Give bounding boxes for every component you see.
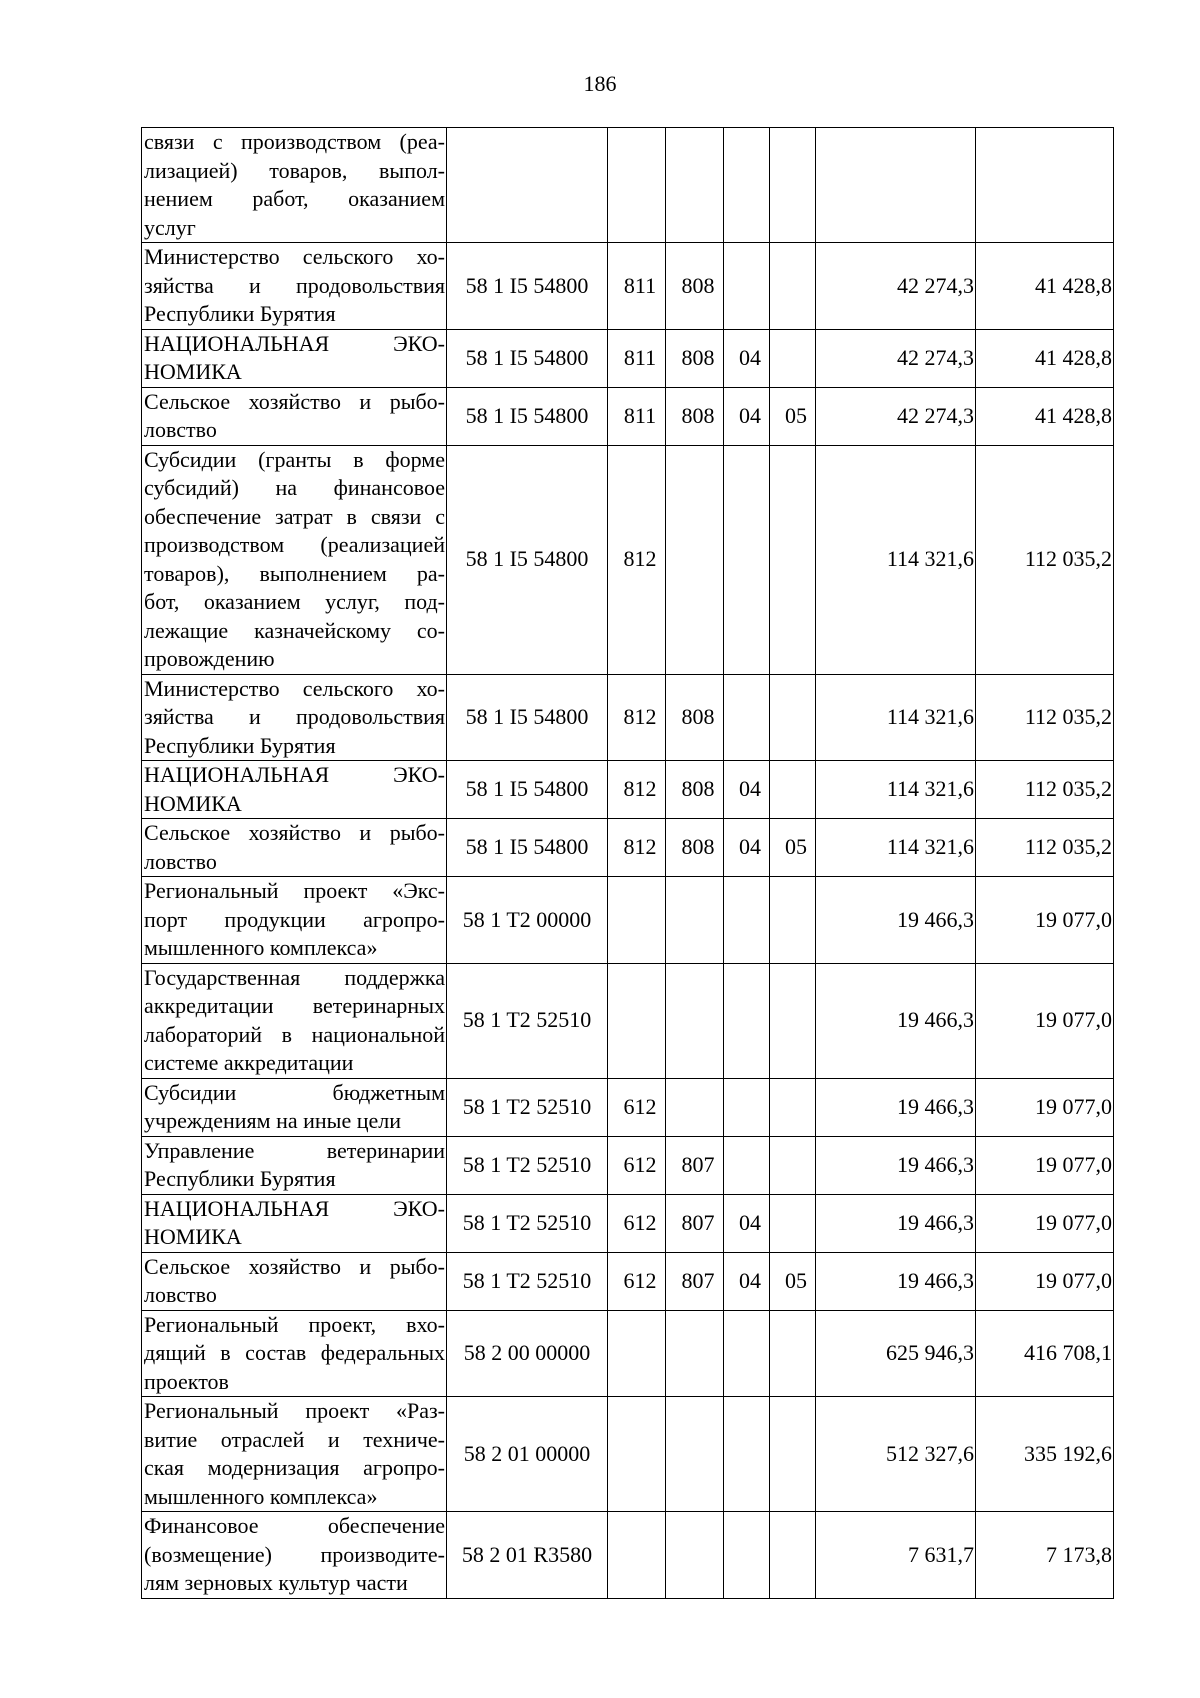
target-article-cell: 58 1 I5 54800 — [447, 445, 608, 674]
table-row — [142, 963, 1114, 1078]
item-name-line: Министерство сельского хо- — [144, 244, 445, 269]
subsection-cell: 05 — [770, 819, 816, 877]
administrator-code-cell: 808 — [666, 243, 724, 330]
item-name-cell — [142, 445, 447, 674]
administrator-code-cell — [666, 445, 724, 674]
item-name-line: Республики Бурятия — [144, 301, 336, 326]
target-article-cell: 58 1 T2 52510 — [447, 1252, 608, 1310]
section-cell — [724, 1078, 770, 1136]
target-article-cell: 58 1 T2 52510 — [447, 963, 608, 1078]
item-name-line: обеспечение затрат в связи с — [144, 503, 445, 529]
item-name-line: системе аккредитации — [144, 1050, 354, 1075]
item-name-line: ловство — [144, 1282, 217, 1307]
amount-year2-cell: 19 077,0 — [976, 877, 1114, 964]
item-name-line: порт продукции агропро- — [144, 906, 445, 932]
table-row — [142, 1078, 1114, 1136]
item-name-cell — [142, 877, 447, 964]
amount-year2-cell: 7 173,8 — [976, 1512, 1114, 1599]
item-name-line: НОМИКА — [144, 359, 242, 384]
amount-year1-cell: 19 466,3 — [816, 877, 976, 964]
section-cell — [724, 1310, 770, 1397]
item-name-line: связи с производством (реа- — [144, 129, 445, 154]
item-name-cell — [142, 761, 447, 819]
item-name-line: субсидий) на финансовое — [144, 475, 445, 500]
amount-year1-cell: 19 466,3 — [816, 1136, 976, 1194]
subsection-cell — [770, 1512, 816, 1599]
expense-type-cell: 812 — [608, 445, 666, 674]
subsection-cell — [770, 1078, 816, 1136]
target-article-cell: 58 2 01 00000 — [447, 1397, 608, 1512]
table-row — [142, 445, 1114, 674]
section-cell — [724, 674, 770, 761]
target-article-cell: 58 2 01 R3580 — [447, 1512, 608, 1599]
target-article-cell: 58 1 T2 00000 — [447, 877, 608, 964]
amount-year1-cell: 42 274,3 — [816, 329, 976, 387]
subsection-cell — [770, 128, 816, 243]
amount-year1-cell: 19 466,3 — [816, 963, 976, 1078]
section-cell — [724, 445, 770, 674]
amount-year2-cell: 19 077,0 — [976, 963, 1114, 1078]
page-number: 186 — [583, 71, 617, 96]
amount-year2-cell: 112 035,2 — [976, 761, 1114, 819]
amount-year1-cell: 19 466,3 — [816, 1078, 976, 1136]
item-name-cell — [142, 1078, 447, 1136]
administrator-code-cell — [666, 1310, 724, 1397]
item-name-line: Финансовое обеспечение — [144, 1513, 445, 1538]
table-row — [142, 819, 1114, 877]
expense-type-cell — [608, 128, 666, 243]
item-name-line: Государственная поддержка — [144, 964, 445, 990]
item-name-line: проектов — [144, 1368, 229, 1394]
item-name-line: Сельское хозяйство и рыбо- — [144, 388, 445, 414]
administrator-code-cell: 808 — [666, 387, 724, 445]
item-name-line: лежащие казначейскому со- — [144, 617, 445, 643]
administrator-code-cell: 807 — [666, 1194, 724, 1252]
section-cell — [724, 128, 770, 243]
item-name-line: Республики Бурятия — [144, 1166, 336, 1191]
target-article-cell: 58 2 00 00000 — [447, 1310, 608, 1397]
item-name-line: производством (реализацией — [144, 532, 445, 557]
item-name-cell — [142, 387, 447, 445]
budget-table-body — [142, 128, 1114, 1599]
item-name-line: (возмещение) производите- — [144, 1541, 445, 1567]
subsection-cell — [770, 1397, 816, 1512]
item-name-line: товаров), выполнением ра- — [144, 560, 445, 586]
item-name-line: Региональный проект, вхо- — [144, 1311, 445, 1337]
target-article-cell: 58 1 I5 54800 — [447, 387, 608, 445]
amount-year2-cell: 41 428,8 — [976, 243, 1114, 330]
item-name-cell — [142, 1512, 447, 1599]
amount-year1-cell: 625 946,3 — [816, 1310, 976, 1397]
table-row — [142, 1136, 1114, 1194]
amount-year2-cell: 19 077,0 — [976, 1136, 1114, 1194]
expense-type-cell: 811 — [608, 329, 666, 387]
item-name-line: НОМИКА — [144, 790, 242, 816]
amount-year1-cell: 42 274,3 — [816, 387, 976, 445]
amount-year2-cell: 41 428,8 — [976, 329, 1114, 387]
subsection-cell — [770, 761, 816, 819]
target-article-cell — [447, 128, 608, 243]
subsection-cell — [770, 243, 816, 330]
table-row — [142, 329, 1114, 387]
administrator-code-cell — [666, 128, 724, 243]
item-name-line: Управление ветеринарии — [144, 1137, 445, 1163]
target-article-cell: 58 1 T2 52510 — [447, 1194, 608, 1252]
item-name-line: провождению — [144, 646, 275, 671]
item-name-cell — [142, 1310, 447, 1397]
expense-type-cell — [608, 963, 666, 1078]
item-name-line: витие отраслей и техниче- — [144, 1426, 445, 1452]
expense-type-cell: 812 — [608, 819, 666, 877]
item-name-cell — [142, 963, 447, 1078]
item-name-line: ская модернизация агропро- — [144, 1455, 445, 1480]
subsection-cell — [770, 963, 816, 1078]
subsection-cell: 05 — [770, 1252, 816, 1310]
section-cell: 04 — [724, 1252, 770, 1310]
item-name-line: дящий в состав федеральных — [144, 1340, 445, 1365]
amount-year2-cell: 19 077,0 — [976, 1252, 1114, 1310]
administrator-code-cell — [666, 1397, 724, 1512]
administrator-code-cell — [666, 1078, 724, 1136]
amount-year2-cell: 41 428,8 — [976, 387, 1114, 445]
target-article-cell: 58 1 I5 54800 — [447, 243, 608, 330]
item-name-line: зяйства и продовольствия — [144, 704, 445, 729]
item-name-line: зяйства и продовольствия — [144, 272, 445, 298]
item-name-line: мышленного комплекса» — [144, 1483, 378, 1509]
section-cell: 04 — [724, 1194, 770, 1252]
section-cell — [724, 877, 770, 964]
item-name-line: Сельское хозяйство и рыбо- — [144, 1253, 445, 1279]
expense-type-cell: 811 — [608, 387, 666, 445]
item-name-line: аккредитации ветеринарных — [144, 993, 445, 1018]
item-name-line: лабораторий в национальной — [144, 1021, 445, 1047]
subsection-cell — [770, 445, 816, 674]
amount-year1-cell: 7 631,7 — [816, 1512, 976, 1599]
section-cell — [724, 1397, 770, 1512]
target-article-cell: 58 1 I5 54800 — [447, 819, 608, 877]
section-cell: 04 — [724, 387, 770, 445]
amount-year1-cell: 114 321,6 — [816, 674, 976, 761]
item-name-cell — [142, 1252, 447, 1310]
target-article-cell: 58 1 I5 54800 — [447, 761, 608, 819]
target-article-cell: 58 1 T2 52510 — [447, 1136, 608, 1194]
budget-table — [141, 127, 1114, 1599]
table-row — [142, 387, 1114, 445]
expense-type-cell: 612 — [608, 1252, 666, 1310]
administrator-code-cell: 808 — [666, 329, 724, 387]
amount-year2-cell: 335 192,6 — [976, 1397, 1114, 1512]
item-name-line: Сельское хозяйство и рыбо- — [144, 820, 445, 845]
expense-type-cell — [608, 1397, 666, 1512]
section-cell: 04 — [724, 329, 770, 387]
table-row — [142, 1512, 1114, 1599]
section-cell — [724, 1512, 770, 1599]
administrator-code-cell — [666, 877, 724, 964]
item-name-cell — [142, 1194, 447, 1252]
target-article-cell: 58 1 I5 54800 — [447, 329, 608, 387]
amount-year1-cell: 114 321,6 — [816, 761, 976, 819]
table-row — [142, 1397, 1114, 1512]
amount-year1-cell: 19 466,3 — [816, 1194, 976, 1252]
item-name-line: лям зерновых культур части — [144, 1570, 408, 1595]
administrator-code-cell: 807 — [666, 1136, 724, 1194]
amount-year2-cell: 19 077,0 — [976, 1078, 1114, 1136]
subsection-cell — [770, 1136, 816, 1194]
item-name-line: услуг — [144, 214, 196, 240]
target-article-cell: 58 1 I5 54800 — [447, 674, 608, 761]
item-name-line: НОМИКА — [144, 1224, 242, 1249]
item-name-line: Региональный проект «Экс- — [144, 878, 445, 903]
amount-year1-cell — [816, 128, 976, 243]
administrator-code-cell: 808 — [666, 819, 724, 877]
item-name-line: нением работ, оказанием — [144, 186, 445, 211]
subsection-cell — [770, 674, 816, 761]
section-cell — [724, 1136, 770, 1194]
subsection-cell — [770, 877, 816, 964]
section-cell — [724, 963, 770, 1078]
item-name-line: Министерство сельского хо- — [144, 675, 445, 701]
item-name-line: Региональный проект «Раз- — [144, 1398, 445, 1423]
expense-type-cell: 812 — [608, 761, 666, 819]
table-row — [142, 877, 1114, 964]
subsection-cell — [770, 329, 816, 387]
item-name-cell — [142, 329, 447, 387]
amount-year2-cell: 112 035,2 — [976, 445, 1114, 674]
expense-type-cell — [608, 1512, 666, 1599]
subsection-cell — [770, 1310, 816, 1397]
administrator-code-cell — [666, 1512, 724, 1599]
item-name-line: лизацией) товаров, выпол- — [144, 157, 445, 183]
amount-year1-cell: 42 274,3 — [816, 243, 976, 330]
expense-type-cell: 612 — [608, 1194, 666, 1252]
section-cell — [724, 243, 770, 330]
table-row — [142, 243, 1114, 330]
table-row — [142, 1252, 1114, 1310]
amount-year2-cell: 112 035,2 — [976, 674, 1114, 761]
administrator-code-cell: 808 — [666, 761, 724, 819]
table-row — [142, 128, 1114, 243]
amount-year1-cell: 114 321,6 — [816, 445, 976, 674]
section-cell: 04 — [724, 761, 770, 819]
subsection-cell: 05 — [770, 387, 816, 445]
item-name-cell — [142, 1397, 447, 1512]
expense-type-cell: 811 — [608, 243, 666, 330]
table-row — [142, 1194, 1114, 1252]
item-name-line: Республики Бурятия — [144, 732, 336, 758]
amount-year2-cell: 416 708,1 — [976, 1310, 1114, 1397]
item-name-line: Субсидии (гранты в форме — [144, 446, 445, 472]
administrator-code-cell: 808 — [666, 674, 724, 761]
subsection-cell — [770, 1194, 816, 1252]
expense-type-cell: 612 — [608, 1136, 666, 1194]
amount-year2-cell: 19 077,0 — [976, 1194, 1114, 1252]
amount-year1-cell: 19 466,3 — [816, 1252, 976, 1310]
item-name-cell — [142, 243, 447, 330]
item-name-line: Субсидии бюджетным — [144, 1079, 445, 1105]
item-name-line: НАЦИОНАЛЬНАЯ ЭКО- — [144, 1195, 445, 1221]
item-name-line: бот, оказанием услуг, под- — [144, 589, 445, 614]
section-cell: 04 — [724, 819, 770, 877]
expense-type-cell: 812 — [608, 674, 666, 761]
item-name-cell — [142, 128, 447, 243]
item-name-line: ловство — [144, 848, 217, 874]
item-name-cell — [142, 819, 447, 877]
amount-year2-cell — [976, 128, 1114, 243]
amount-year1-cell: 114 321,6 — [816, 819, 976, 877]
expense-type-cell — [608, 877, 666, 964]
table-row — [142, 761, 1114, 819]
administrator-code-cell: 807 — [666, 1252, 724, 1310]
table-row — [142, 674, 1114, 761]
amount-year1-cell: 512 327,6 — [816, 1397, 976, 1512]
item-name-line: НАЦИОНАЛЬНАЯ ЭКО- — [144, 762, 445, 787]
administrator-code-cell — [666, 963, 724, 1078]
table-row — [142, 1310, 1114, 1397]
item-name-line: учреждениям на иные цели — [144, 1108, 401, 1133]
expense-type-cell: 612 — [608, 1078, 666, 1136]
amount-year2-cell: 112 035,2 — [976, 819, 1114, 877]
item-name-line: НАЦИОНАЛЬНАЯ ЭКО- — [144, 330, 445, 356]
item-name-line: ловство — [144, 417, 217, 442]
item-name-line: мышленного комплекса» — [144, 935, 378, 960]
item-name-cell — [142, 674, 447, 761]
item-name-cell — [142, 1136, 447, 1194]
expense-type-cell — [608, 1310, 666, 1397]
target-article-cell: 58 1 T2 52510 — [447, 1078, 608, 1136]
